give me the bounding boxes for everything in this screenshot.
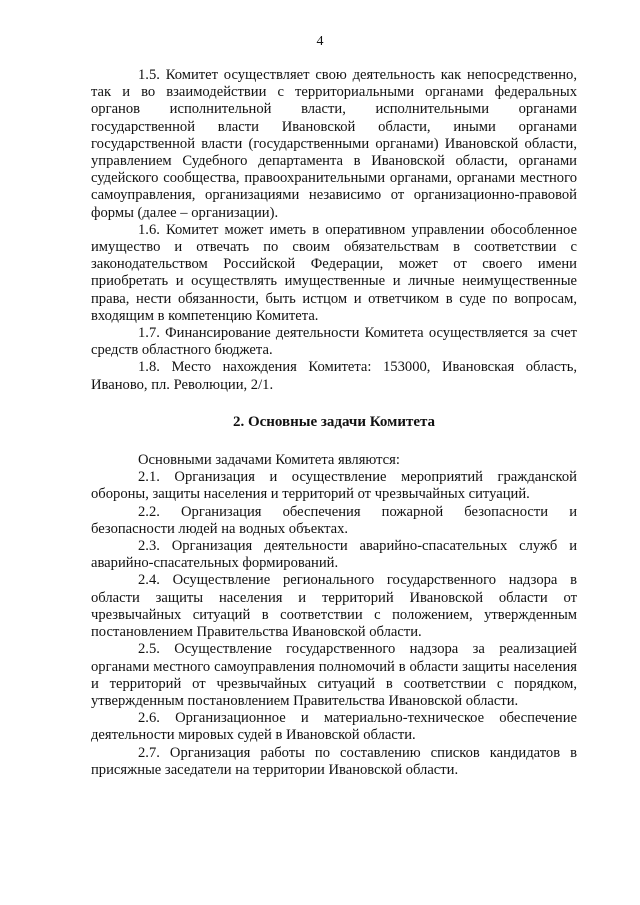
paragraph-2-6: 2.6. Организационное и материально-техническое обеспечение деятельности мировых судей в Ивановской области. — [91, 710, 577, 744]
paragraph-2-2: 2.2. Организация обеспечения пожарной безопасности и безопасности людей на водных объектах. — [91, 503, 577, 537]
section-heading: 2. Основные задачи Комитета — [232, 413, 436, 430]
paragraph-2-5: 2.5. Осуществление государственного надзора за реализацией органами местного самоуправления полномочий в области защиты населения и территорий от чрезвычайных ситуаций в соответствии с порядком, утвержденным постановлением Правительства Ивановской области. — [91, 641, 577, 709]
paragraph-1-7: 1.7. Финансирование деятельности Комитета осуществляется за счет средств областного бюджета. — [91, 325, 577, 359]
paragraph-1-6: 1.6. Комитет может иметь в оперативном управлении обособленное имущество и отвечать по своим обязательствам в соответствии с законодательством Российской Федерации, может от своего имени приобретать и осуществлять имущественные и личные неимущественные права, нести обязанности, быть истцом и ответчиком в суде по вопросам, входящим в компетенцию Комитета. — [91, 221, 577, 324]
paragraph-2-3: 2.3. Организация деятельности аварийно-спасательных служб и аварийно-спасательных формирований. — [91, 538, 577, 572]
section-intro: Основными задачами Комитета являются: — [138, 452, 400, 469]
paragraph-1-8: 1.8. Место нахождения Комитета: 153000, Ивановская область, Иваново, пл. Революции, 2/1. — [91, 359, 577, 393]
paragraph-1-5: 1.5. Комитет осуществляет свою деятельность как непосредственно, так и во взаимодействии с территориальными органами федеральных органов исполнительной власти, исполнительными органами государственной власти Ивановской области, иными органами государственной власти (государственными органами) Ивановской области, управлением Судебного департамента в Ивановской области, органами судейского сообщества, правоохранительными органами, органами местного самоуправления, организациями независимо от организационно-правовой формы (далее – организации). — [91, 67, 577, 221]
paragraph-2-4: 2.4. Осуществление регионального государственного надзора в области защиты населения и территорий Ивановской области от чрезвычайных ситуаций в соответствии с положением, утвержденным постановлением Правительства Ивановской области. — [91, 572, 577, 641]
document-body — [91, 67, 577, 779]
page-number: 4 — [316, 34, 324, 49]
paragraph-2-7: 2.7. Организация работы по составлению списков кандидатов в присяжные заседатели на территории Ивановской области. — [91, 744, 577, 778]
paragraph-2-1: 2.1. Организация и осуществление мероприятий гражданской обороны, защиты населения и территорий от чрезвычайных ситуаций. — [91, 469, 577, 503]
